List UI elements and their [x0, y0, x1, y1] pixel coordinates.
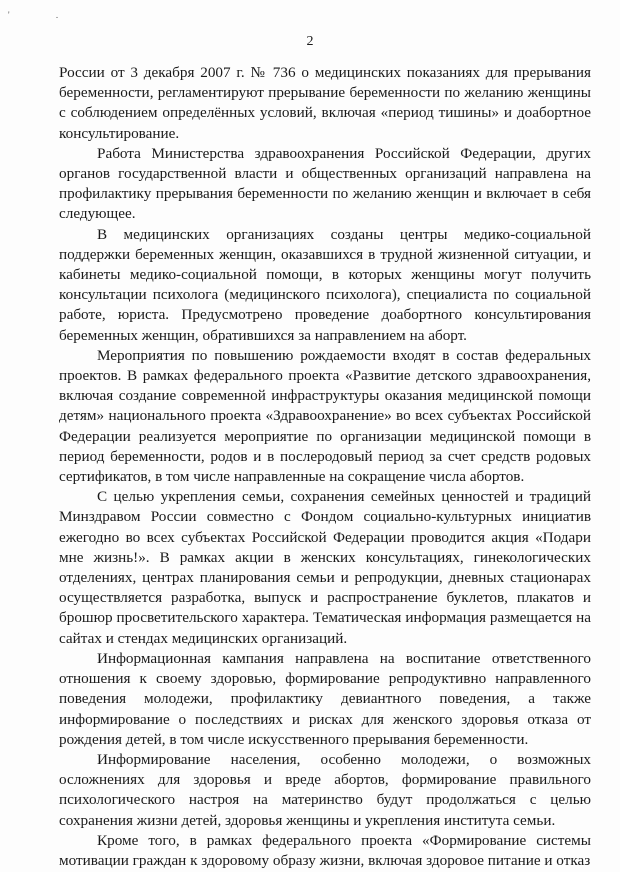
paragraph-2: Работа Министерства здравоохранения Российской Федерации, других органов государственной власти и общественных организаций направлена на профилактику прерывания беременности по желанию женщин и включает в себя следующее. — [59, 144, 591, 223]
paragraph-5: С целью укрепления семьи, сохранения семейных ценностей и традиций Минздравом России совместно с Фондом социально-культурных инициатив ежегодно во всех субъектах Российской Федерации проводится акция «Подари мне жизнь!». В рамках акции в женских консультациях, гинекологических отделениях, центрах планирования семьи и репродукции, дневных стационарах осуществляется разработка, выпуск и распространение буклетов, плакатов и брошюр просветительского характера. Тематическая информация размещается на сайтах и стендах медицинских организаций. — [59, 488, 591, 647]
paragraph-8: Кроме того, в рамках федерального проекта «Формирование системы мотивации граждан к здоровому образу жизни, включая здоровое питание и отказ — [59, 831, 591, 869]
paragraph-7: Информирование населения, особенно молодежи, о возможных осложнениях для здоровья и вреде абортов, формирование правильного психологического настроя на материнство будут продолжаться с целью сохранения жизни детей, здоровья женщины и укрепления института семьи. — [59, 750, 591, 829]
scan-specks: ' . — [8, 10, 81, 20]
document-body — [59, 63, 591, 871]
paragraph-6: Информационная кампания направлена на воспитание ответственного отношения к своему здоровью, формирование репродуктивно направленного поведения молодежи, профилактику девиантного поведения, а также информирование о последствиях и рисках для женского здоровья отказа от рождения детей, в том числе искусственного прерывания беременности. — [59, 649, 591, 748]
paragraph-4: Мероприятия по повышению рождаемости входят в состав федеральных проектов. В рамках федерального проекта «Развитие детского здравоохранения, включая создание современной инфраструктуры оказания медицинской помощи детям» национального проекта «Здравоохранение» во всех субъектах Российской Федерации реализуется мероприятие по организации медицинской помощи в период беременности, родов и в послеродовый период за счет средств родовых сертификатов, в том числе направленные на сокращение числа абортов. — [59, 346, 591, 486]
paragraph-3: В медицинских организациях созданы центры медико-социальной поддержки беременных женщин, оказавшихся в трудной жизненной ситуации, и кабинеты медико-социальной помощи, в которых женщины могут получить консультации психолога (медицинского психолога), специалиста по социальной работе, юриста. Предусмотрено проведение доабортного консультирования беременных женщин, обратившихся за направлением на аборт. — [59, 225, 591, 344]
paragraph-1: России от 3 декабря 2007 г. № 736 о медицинских показаниях для прерывания беременности, регламентируют прерывание беременности по желанию женщины с соблюдением определённых условий, включая «период тишины» и доабортное консультирование. — [59, 64, 591, 142]
page-number: 2 — [306, 34, 314, 49]
